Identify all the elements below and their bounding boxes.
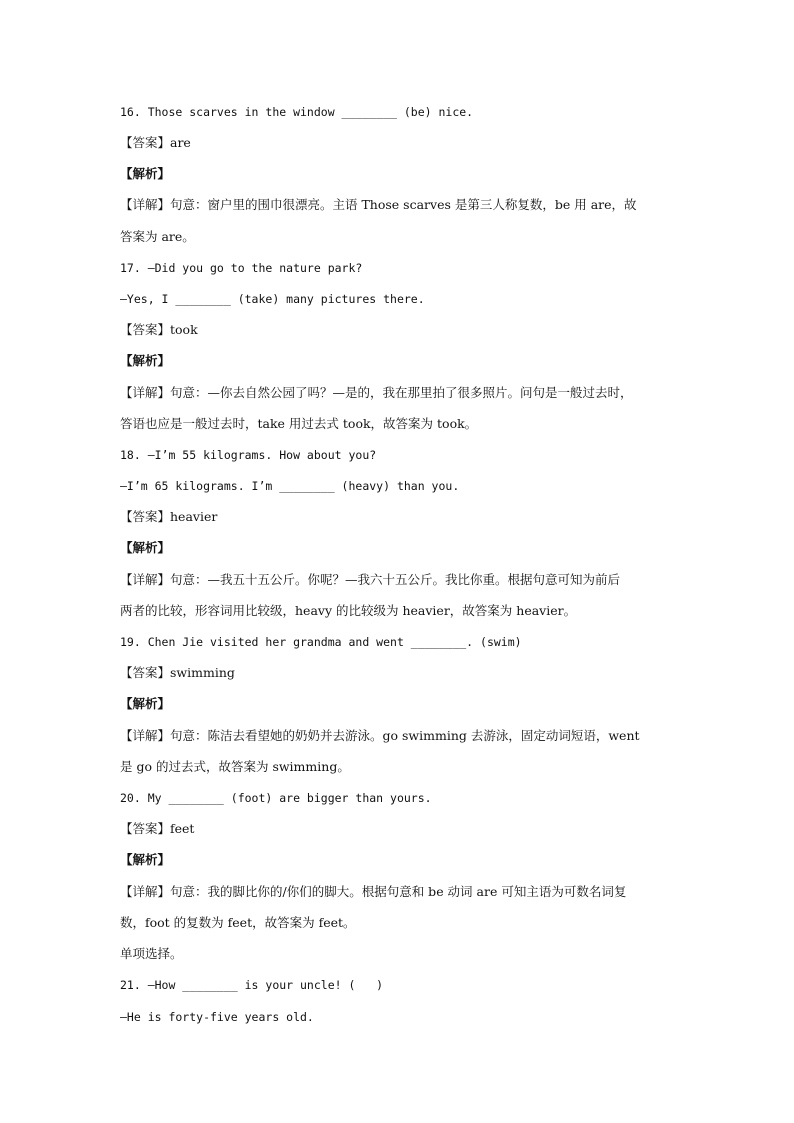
explanation-18-line-1: 【详解】句意：—我五十五公斤。你呢？—我六十五公斤。我比你重。根据句意可知为前后 <box>120 572 621 587</box>
answer-16: 【答案】are <box>120 135 191 150</box>
explanation-17-line-1: 【详解】句意：—你去自然公园了吗？—是的，我在那里拍了很多照片。问句是一般过去时， <box>120 385 633 400</box>
answer-17: 【答案】took <box>120 322 198 337</box>
answer-20: 【答案】feet <box>120 821 195 836</box>
explanation-16-line-2: 答案为 are。 <box>120 229 195 244</box>
question-17-line-2: —Yes, I ________ (take) many pictures there. <box>120 292 425 306</box>
analysis-label-19: 【解析】 <box>120 696 171 711</box>
analysis-label-20: 【解析】 <box>120 852 171 867</box>
explanation-17-line-2: 答语也应是一般过去时，take 用过去式 took，故答案为 took。 <box>120 416 478 431</box>
explanation-19-line-1: 【详解】句意：陈洁去看望她的奶奶并去游泳。go swimming 去游泳，固定动词短语，went <box>120 728 640 743</box>
analysis-label-18: 【解析】 <box>120 540 171 555</box>
analysis-label-16: 【解析】 <box>120 166 171 181</box>
explanation-19-line-2: 是 go 的过去式，故答案为 swimming。 <box>120 759 350 774</box>
question-16: 16. Those scarves in the window ________ (be) nice. <box>120 105 474 119</box>
explanation-18-line-2: 两者的比较，形容词用比较级，heavy 的比较级为 heavier，故答案为 heavier。 <box>120 603 577 618</box>
explanation-20-line-1: 【详解】句意：我的脚比你的/你们的脚大。根据句意和 be 动词 are 可知主语为可数名词复 <box>120 884 627 899</box>
explanation-16-line-1: 【详解】句意：窗户里的围巾很漂亮。主语 Those scarves 是第三人称复数，be 用 are，故 <box>120 197 637 212</box>
analysis-label-17: 【解析】 <box>120 353 171 368</box>
answer-19: 【答案】swimming <box>120 665 235 680</box>
explanation-20-line-2: 数，foot 的复数为 feet，故答案为 feet。 <box>120 915 356 930</box>
section-heading-single-choice: 单项选择。 <box>120 946 183 961</box>
answer-18: 【答案】heavier <box>120 509 218 524</box>
question-19: 19. Chen Jie visited her grandma and went ________. (swim) <box>120 635 522 649</box>
question-18-line-1: 18. —I’m 55 kilograms. How about you? <box>120 448 377 462</box>
question-21-line-2: —He is forty-five years old. <box>120 1010 314 1024</box>
question-17-line-1: 17. —Did you go to the nature park? <box>120 261 363 275</box>
question-21-line-1: 21. —How ________ is your uncle! ( ) <box>120 978 384 992</box>
question-20: 20. My ________ (foot) are bigger than yours. <box>120 791 432 805</box>
question-18-line-2: —I’m 65 kilograms. I’m ________ (heavy) than you. <box>120 479 460 493</box>
